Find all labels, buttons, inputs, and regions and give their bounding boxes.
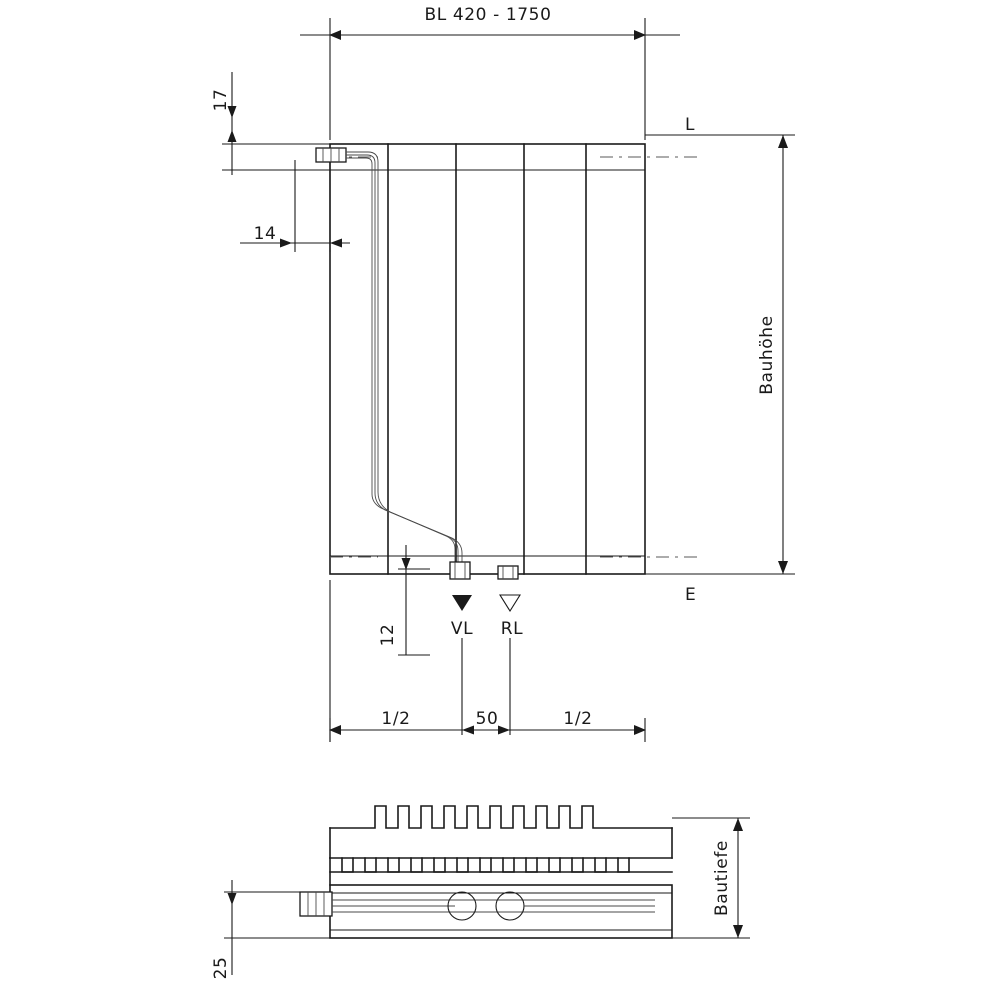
label-vl: VL (450, 619, 474, 639)
label-rl: RL (500, 619, 524, 639)
label-side-offset: 25 (211, 956, 231, 980)
label-top-offset: 17 (211, 88, 231, 112)
label-bottom-offset: 12 (378, 623, 398, 647)
label-overall-width: BL 420 - 1750 (424, 5, 552, 25)
label-center-spacing: 50 (475, 709, 499, 729)
label-half-right: 1/2 (563, 709, 593, 729)
label-bauhoehe: Bauhöhe (757, 315, 777, 395)
label-marker-e: E (685, 585, 697, 605)
label-half-left: 1/2 (381, 709, 411, 729)
label-bautiefe: Bautiefe (712, 840, 732, 916)
label-connector-offset: 14 (253, 224, 277, 244)
label-marker-l: L (685, 115, 696, 135)
